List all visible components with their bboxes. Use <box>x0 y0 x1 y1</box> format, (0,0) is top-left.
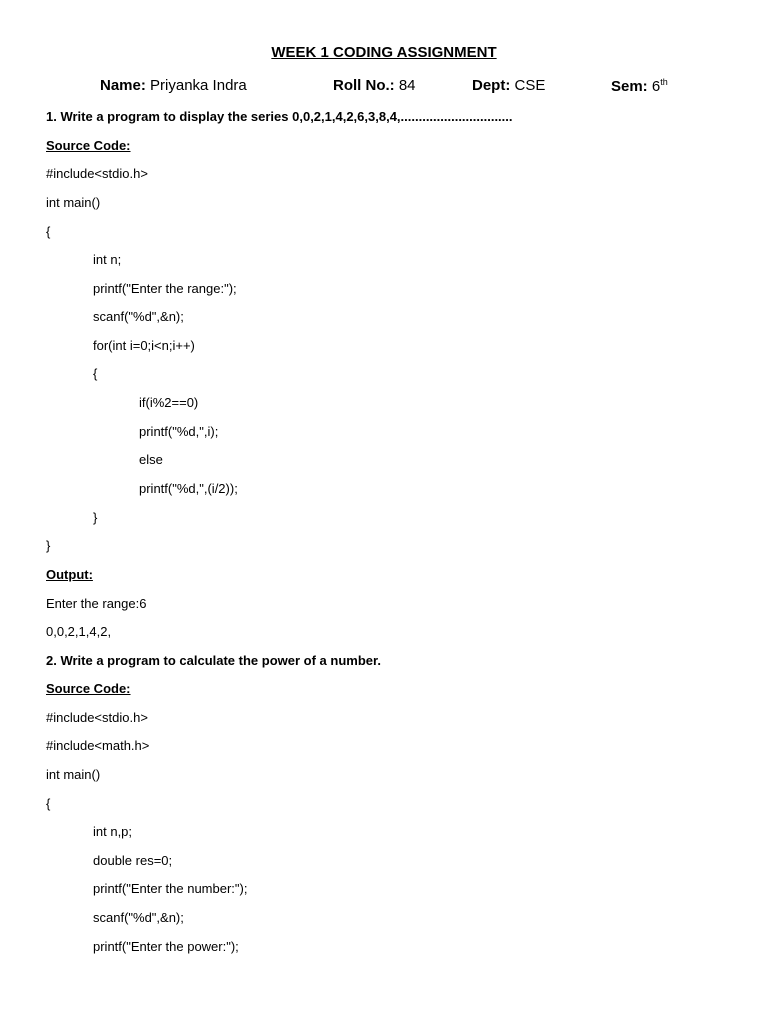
document-title: WEEK 1 CODING ASSIGNMENT <box>271 44 497 61</box>
output-line: 0,0,2,1,4,2, <box>46 624 112 639</box>
code-line: for(int i=0;i<n;i++) <box>93 338 195 353</box>
code-line: } <box>93 510 98 525</box>
sem-label: Sem: <box>611 78 648 95</box>
code-line: printf("Enter the power:"); <box>93 939 239 954</box>
code-line: int main() <box>46 767 101 782</box>
sem-value: 6 <box>651 78 661 95</box>
dept-label: Dept: <box>472 77 511 94</box>
code-line: double res=0; <box>93 853 173 868</box>
roll-number <box>333 77 416 94</box>
question-1: 1. Write a program to display the series 0,0,2,1,4,2,6,3,8,4,............................... <box>46 109 513 124</box>
code-line: #include<stdio.h> <box>46 166 148 181</box>
code-line: } <box>46 538 51 553</box>
source-code-heading: Source Code: <box>46 681 131 696</box>
dept-value: CSE <box>514 77 546 94</box>
code-line: { <box>46 224 51 239</box>
student-name <box>100 77 247 94</box>
code-line: int n,p; <box>93 824 133 839</box>
sem-suffix: th <box>660 77 668 87</box>
source-code-heading: Source Code: <box>46 138 131 153</box>
department <box>472 77 545 94</box>
code-line: printf("Enter the number:"); <box>93 881 248 896</box>
name-value: Priyanka Indra <box>150 77 247 94</box>
code-line: int n; <box>93 252 122 267</box>
code-line: scanf("%d",&n); <box>93 910 184 925</box>
code-line: { <box>46 796 51 811</box>
code-line: { <box>93 366 98 381</box>
question-2: 2. Write a program to calculate the power of a number. <box>46 653 381 668</box>
code-line: printf("%d,",i); <box>139 424 219 439</box>
name-label: Name: <box>100 77 146 94</box>
code-line: if(i%2==0) <box>139 395 199 410</box>
code-line: #include<math.h> <box>46 738 150 753</box>
semester <box>611 77 668 95</box>
code-line: printf("Enter the range:"); <box>93 281 237 296</box>
roll-value: 84 <box>398 77 416 94</box>
roll-label: Roll No.: <box>333 77 395 94</box>
code-line: else <box>139 452 163 467</box>
code-line: #include<stdio.h> <box>46 710 148 725</box>
code-line: int main() <box>46 195 101 210</box>
code-line: printf("%d,",(i/2)); <box>139 481 238 496</box>
output-heading: Output: <box>46 567 93 582</box>
code-line: scanf("%d",&n); <box>93 309 184 324</box>
output-line: Enter the range:6 <box>46 596 147 611</box>
